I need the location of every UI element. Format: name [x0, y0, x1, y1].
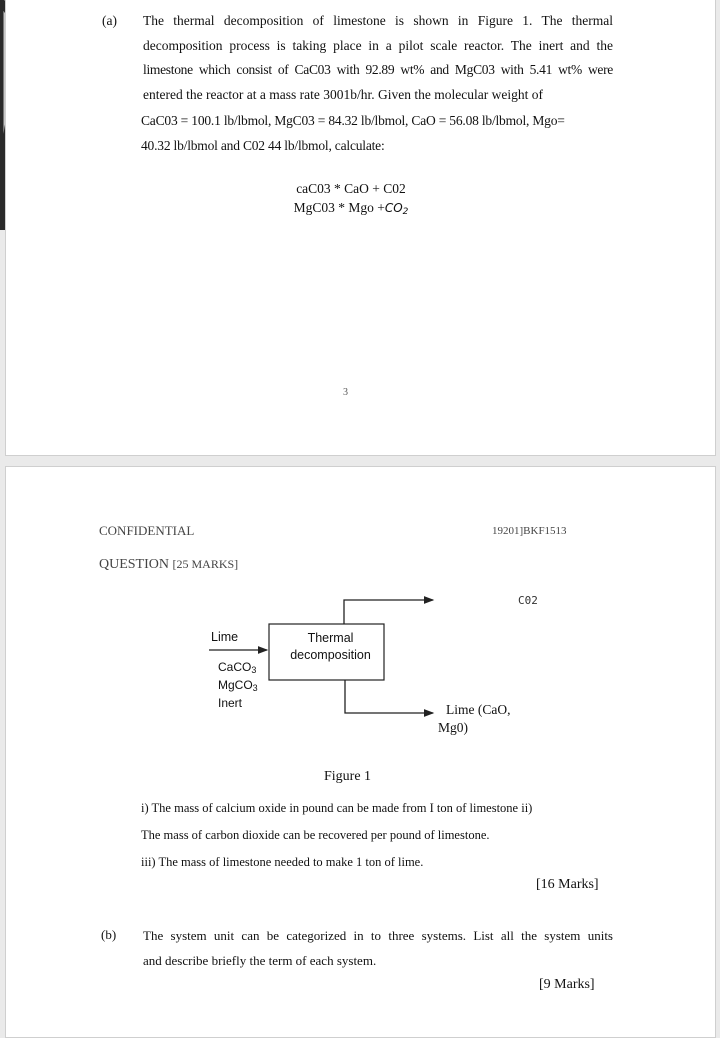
marks-a: [16 Marks]	[536, 877, 599, 892]
figure-caption: Figure 1	[324, 769, 372, 784]
input-label: Lime	[211, 630, 239, 644]
sub-question: The mass of carbon dioxide can be recovered per pound of limestone.	[141, 828, 490, 842]
text-line: 40.32 lb/lbmol and C02 44 lb/lbmol, calculate:	[141, 137, 385, 153]
input-item: CaCO$_3$	[218, 660, 257, 675]
input-item: Inert	[218, 696, 243, 710]
input-components	[218, 660, 258, 711]
confidential-label: CONFIDENTIAL	[99, 523, 195, 538]
equations	[6, 179, 696, 222]
part-a-text	[143, 9, 613, 107]
co2-output-label: C02	[518, 594, 538, 607]
text-line: limestone which consist of CaC03 with 92.89 wt% and MgC03 with 5.41 wt% were	[143, 62, 613, 77]
page-1	[5, 0, 716, 456]
page-number: 3	[343, 387, 348, 398]
molecular-weights	[141, 109, 565, 158]
lime-output-arrow	[345, 680, 433, 713]
text-line: The thermal decomposition of limestone is shown in Figure 1. The thermal	[143, 13, 613, 28]
marks-b: [9 Marks]	[539, 977, 595, 992]
sub-question: i) The mass of calcium oxide in pound can be made from I ton of limestone ii)	[141, 801, 533, 815]
box-line-2: decomposition	[290, 648, 371, 662]
course-code: 19201]BKF1513	[492, 525, 567, 537]
input-item: MgCO$_3$	[218, 678, 258, 693]
equation-1: caC03 * CaO + C02	[296, 181, 406, 196]
question-marks: [25 MARKS]	[172, 557, 239, 571]
equation-2-text: MgC03 * Mgo +	[293, 200, 385, 215]
part-b-text: The system unit can be categorized in to three systems. List all the system units and describe briefly the term of each system.	[143, 928, 613, 968]
equation-2-co2: CO	[384, 201, 403, 215]
page-2	[5, 466, 716, 1038]
part-b-label: (b)	[101, 927, 117, 942]
question-label: QUESTION	[99, 557, 169, 572]
sub-questions	[141, 795, 532, 876]
text-line: entered the reactor at a mass rate 3001b/hr. Given the molecular weight of	[143, 86, 543, 102]
lime-output-label: Lime (CaO, Mg0)	[438, 702, 511, 735]
co2-output-arrow	[344, 600, 433, 624]
text-line: decomposition process is taking place in a pilot scale reactor. The inert and the	[143, 37, 613, 53]
reactor-label	[268, 630, 393, 664]
box-line-1: Thermal	[307, 631, 354, 645]
sub-question: iii) The mass of limestone needed to make 1 ton of lime.	[141, 855, 424, 869]
equation-2	[6, 198, 696, 222]
text-line: CaC03 = 100.1 lb/lbmol, MgC03 = 84.32 lb/lbmol, CaO = 56.08 lb/lbmol, Mgo=	[141, 113, 565, 128]
equation-2-sub: 2	[402, 207, 409, 217]
part-a-label: (a)	[102, 13, 117, 28]
question-heading	[99, 557, 238, 573]
